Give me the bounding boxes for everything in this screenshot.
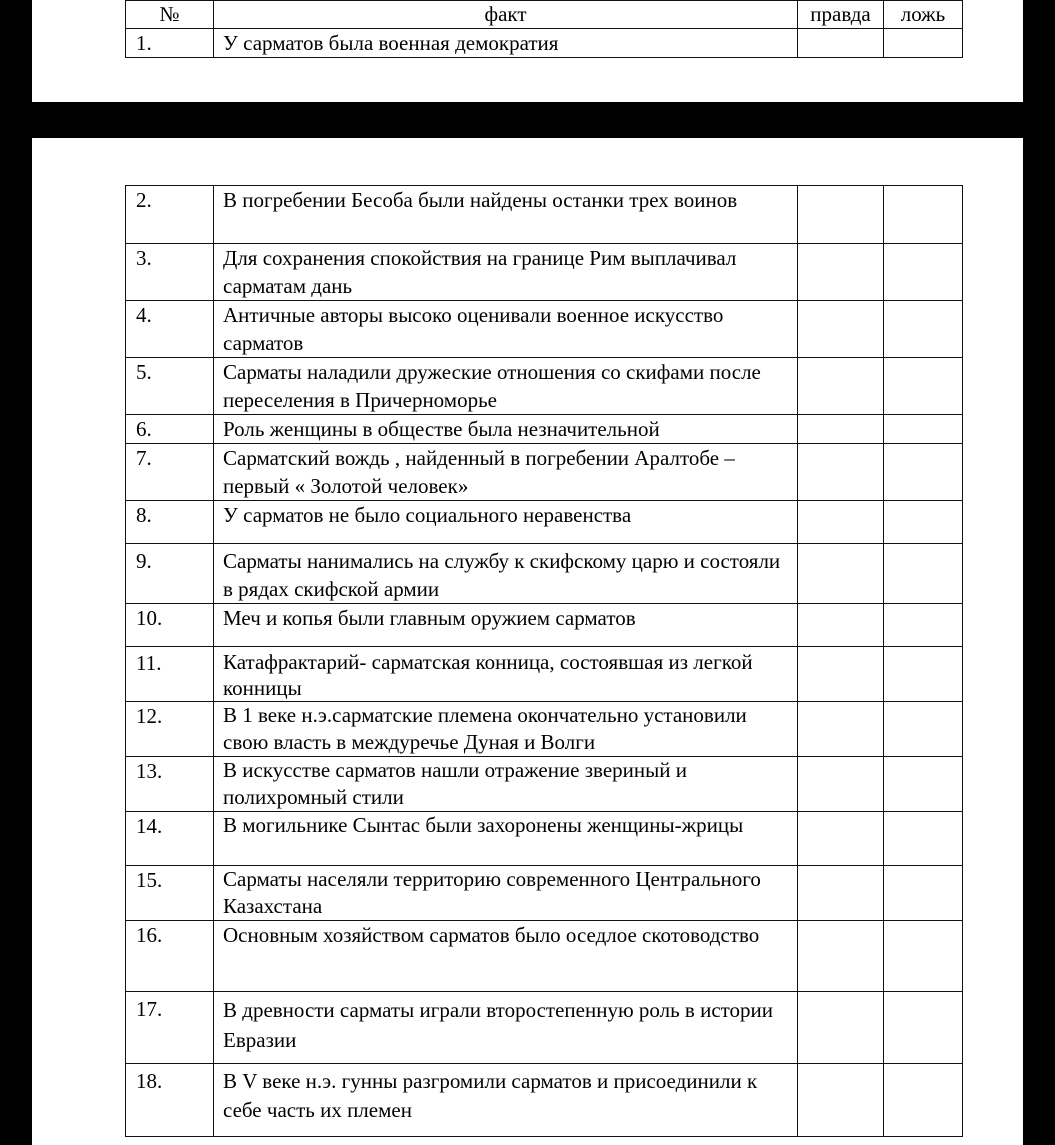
false-cell[interactable] — [884, 186, 963, 244]
false-cell[interactable] — [884, 921, 963, 992]
true-cell[interactable] — [798, 358, 884, 415]
row-number: 13. — [126, 757, 214, 812]
fact-text: Сарматский вождь , найденный в погребении Аралтобе –первый « Золотой человек» — [214, 444, 798, 501]
true-cell[interactable] — [798, 921, 884, 992]
true-cell[interactable] — [798, 29, 884, 58]
row-number: 15. — [126, 866, 214, 921]
header-true: правда — [798, 1, 884, 29]
table-row — [126, 444, 963, 501]
false-cell[interactable] — [884, 604, 963, 647]
fact-text: В древности сарматы играли второстепенную роль в истории Евразии — [214, 992, 798, 1064]
table-row — [126, 647, 963, 702]
table-row — [126, 604, 963, 647]
true-cell[interactable] — [798, 702, 884, 757]
fact-text: Сарматы нанимались на службу к скифскому царю и состояли в рядах скифской армии — [214, 544, 798, 604]
false-cell[interactable] — [884, 866, 963, 921]
false-cell[interactable] — [884, 992, 963, 1064]
table-row — [126, 501, 963, 544]
table-row — [126, 186, 963, 244]
true-cell[interactable] — [798, 186, 884, 244]
false-cell[interactable] — [884, 244, 963, 301]
true-cell[interactable] — [798, 1064, 884, 1137]
true-cell[interactable] — [798, 992, 884, 1064]
row-number: 14. — [126, 812, 214, 866]
true-cell[interactable] — [798, 604, 884, 647]
table-row — [126, 992, 963, 1064]
row-number: 16. — [126, 921, 214, 992]
fact-text: В V веке н.э. гунны разгромили сарматов и присоединили к себе часть их племен — [214, 1064, 798, 1137]
fact-text: Основным хозяйством сарматов было оседлое скотоводство — [214, 921, 798, 992]
fact-text: В искусстве сарматов нашли отражение звериный и полихромный стили — [214, 757, 798, 812]
row-number: 6. — [126, 415, 214, 444]
table-row — [126, 244, 963, 301]
fact-text: У сарматов не было социального неравенства — [214, 501, 798, 544]
row-number: 9. — [126, 544, 214, 604]
table-row — [126, 866, 963, 921]
table-row — [126, 812, 963, 866]
false-cell[interactable] — [884, 415, 963, 444]
table-row — [126, 301, 963, 358]
true-cell[interactable] — [798, 415, 884, 444]
fact-text: В 1 веке н.э.сарматские племена окончательно установили свою власть в междуречье Дуная и Волги — [214, 702, 798, 757]
false-cell[interactable] — [884, 1064, 963, 1137]
row-number: 4. — [126, 301, 214, 358]
fact-text: В могильнике Сынтас были захоронены женщины-жрицы — [214, 812, 798, 866]
row-number: 17. — [126, 992, 214, 1064]
row-number: 3. — [126, 244, 214, 301]
table-row — [126, 921, 963, 992]
false-cell[interactable] — [884, 544, 963, 604]
header-fact: факт — [214, 1, 798, 29]
fact-text: Для сохранения спокойствия на границе Рим выплачивал сарматам дань — [214, 244, 798, 301]
true-cell[interactable] — [798, 244, 884, 301]
header-false: ложь — [884, 1, 963, 29]
header-row — [126, 1, 963, 29]
row-number: 1. — [126, 29, 214, 58]
table-row — [126, 415, 963, 444]
fact-text: В погребении Бесоба были найдены останки трех воинов — [214, 186, 798, 244]
false-cell[interactable] — [884, 757, 963, 812]
fact-text: Античные авторы высоко оценивали военное искусство сарматов — [214, 301, 798, 358]
fact-text: Роль женщины в обществе была незначительной — [214, 415, 798, 444]
row-number: 10. — [126, 604, 214, 647]
table-row — [126, 702, 963, 757]
true-cell[interactable] — [798, 301, 884, 358]
false-cell[interactable] — [884, 444, 963, 501]
fact-text: Катафрактарий- сарматская конница, состоявшая из легкой конницы — [214, 647, 798, 702]
false-cell[interactable] — [884, 301, 963, 358]
row-number: 5. — [126, 358, 214, 415]
true-cell[interactable] — [798, 647, 884, 702]
row-number: 7. — [126, 444, 214, 501]
facts-table-top — [125, 0, 963, 58]
true-cell[interactable] — [798, 444, 884, 501]
fact-text: Сарматы населяли территорию современного Центрального Казахстана — [214, 866, 798, 921]
row-number: 2. — [126, 186, 214, 244]
false-cell[interactable] — [884, 29, 963, 58]
table-row — [126, 1064, 963, 1137]
true-cell[interactable] — [798, 812, 884, 866]
table-row — [126, 29, 963, 58]
facts-table-bottom — [125, 185, 963, 1137]
fact-text: Сарматы наладили дружеские отношения со скифами после переселения в Причерноморье — [214, 358, 798, 415]
row-number: 11. — [126, 647, 214, 702]
table-row — [126, 757, 963, 812]
fact-text: Меч и копья были главным оружием сарматов — [214, 604, 798, 647]
false-cell[interactable] — [884, 358, 963, 415]
table-row — [126, 358, 963, 415]
false-cell[interactable] — [884, 812, 963, 866]
page-top — [32, 0, 1023, 102]
false-cell[interactable] — [884, 647, 963, 702]
false-cell[interactable] — [884, 501, 963, 544]
true-cell[interactable] — [798, 501, 884, 544]
true-cell[interactable] — [798, 757, 884, 812]
row-number: 12. — [126, 702, 214, 757]
header-num: № — [126, 1, 214, 29]
true-cell[interactable] — [798, 866, 884, 921]
row-number: 18. — [126, 1064, 214, 1137]
page-bottom — [32, 138, 1023, 1145]
false-cell[interactable] — [884, 702, 963, 757]
fact-text: У сарматов была военная демократия — [214, 29, 798, 58]
row-number: 8. — [126, 501, 214, 544]
true-cell[interactable] — [798, 544, 884, 604]
table-row — [126, 544, 963, 604]
